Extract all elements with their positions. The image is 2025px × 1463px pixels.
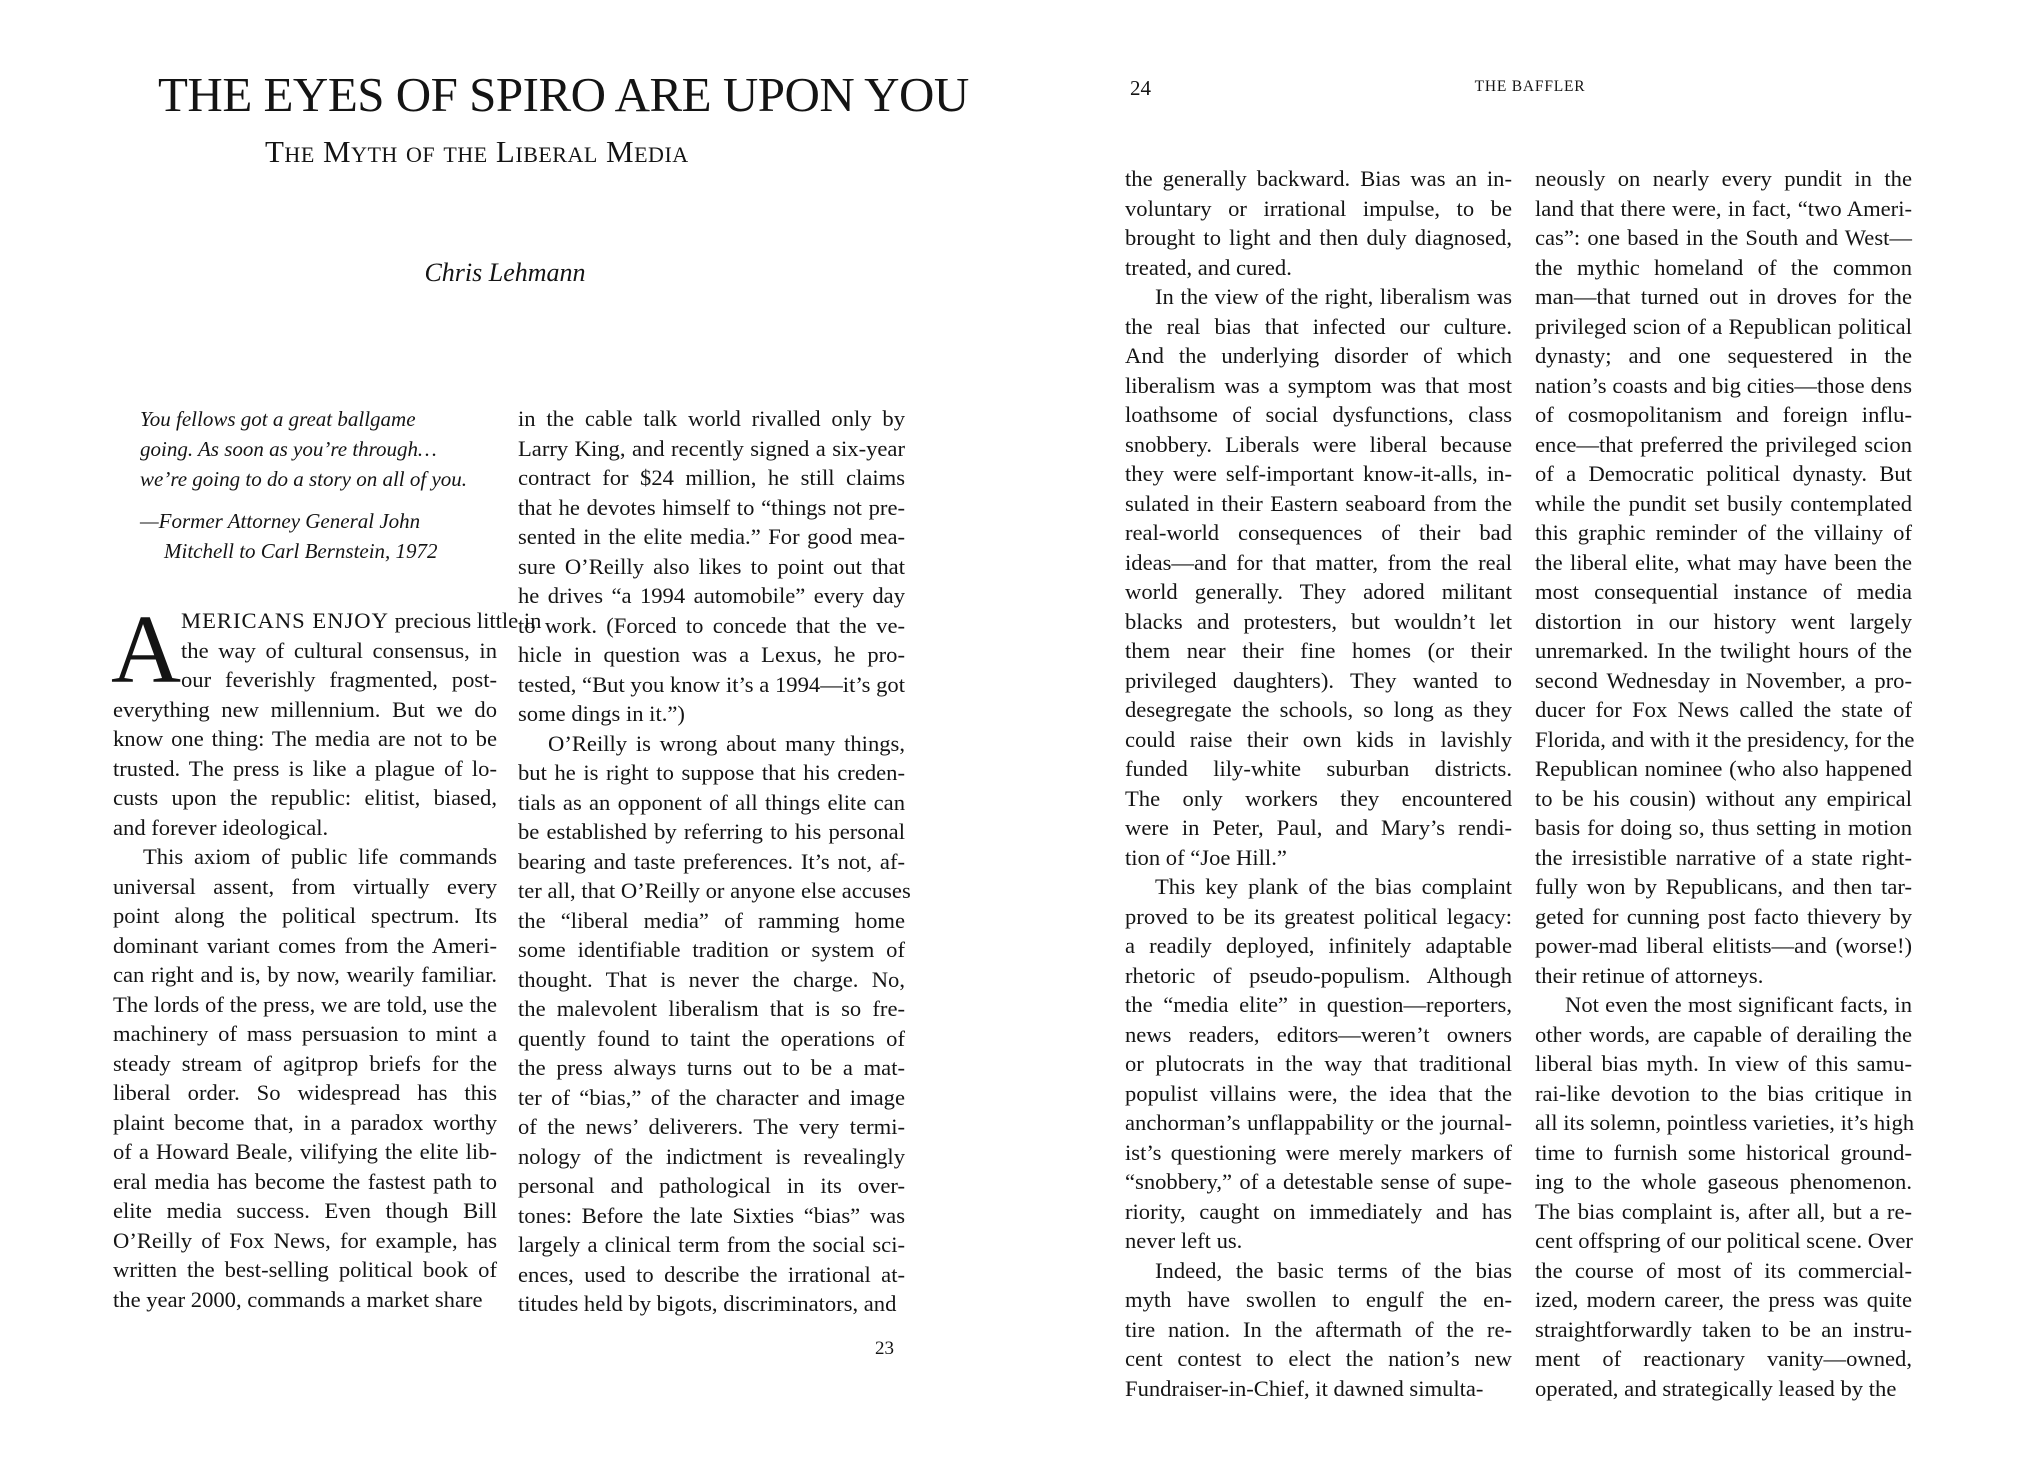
- text-line: loathsome of social dysfunctions, class: [1125, 402, 1512, 427]
- text-line: tones: Before the late Sixties “bias” was: [518, 1202, 905, 1228]
- text-line: funded lily-white suburban districts.: [1125, 756, 1512, 781]
- text-line: Florida, and with it the presidency, for the: [1535, 726, 1915, 752]
- text-line: desegregate the schools, so long as they: [1125, 697, 1512, 722]
- text-line: proved to be its greatest political legacy:: [1125, 903, 1512, 929]
- drop-cap: A: [111, 596, 182, 703]
- article-title: THE EYES OF SPIRO ARE UPON YOU: [158, 67, 969, 122]
- text-line: sure O’Reilly also likes to point out that: [518, 553, 905, 579]
- text-line: blacks and protesters, but wouldn’t let: [1125, 608, 1512, 634]
- text-line: tire nation. In the aftermath of the re-: [1125, 1316, 1512, 1342]
- text-line: most consequential instance of media: [1535, 579, 1912, 604]
- text-line: distortion in our history went largely: [1535, 608, 1912, 634]
- text-line: all its solemn, pointless varieties, it’s high: [1535, 1110, 1915, 1135]
- text-line: eral media has become the fastest path to: [113, 1168, 497, 1194]
- right-page-column-1: [1125, 164, 1512, 1403]
- text-line: quently found to taint the operations of: [518, 1025, 905, 1051]
- text-line: rhetoric of pseudo-populism. Although: [1125, 962, 1512, 988]
- text-line: the press always turns out to be a mat-: [518, 1055, 905, 1080]
- text-line: the real bias that infected our culture.: [1125, 313, 1512, 339]
- text-line: privileged scion of a Republican political: [1535, 313, 1912, 339]
- text-line: geted for cunning post facto thievery by: [1535, 903, 1912, 929]
- text-line: ter all, that O’Reilly or anyone else accuses: [518, 878, 911, 903]
- text-line: power-mad liberal elitists—and (worse!): [1535, 933, 1912, 958]
- text-line: point along the political spectrum. Its: [113, 903, 497, 928]
- text-line: tested, “But you know it’s a 1994—it’s got: [518, 671, 905, 697]
- text-line: ist’s questioning were merely markers of: [1125, 1139, 1512, 1165]
- text-line: ment of reactionary vanity—owned,: [1535, 1346, 1912, 1371]
- text-line: the way of cultural consensus, in: [181, 637, 497, 663]
- text-line: privileged daughters). They wanted to: [1125, 667, 1512, 693]
- text-line: thought. That is never the charge. No,: [518, 966, 905, 992]
- text-line: titudes held by bigots, discriminators, and: [518, 1291, 897, 1316]
- text-line: written the best-selling political book of: [113, 1257, 497, 1282]
- text-line: other words, are capable of derailing the: [1535, 1021, 1912, 1047]
- text-line: bearing and taste preferences. It’s not, af-: [518, 848, 905, 874]
- text-line: ideas—and for that matter, from the real: [1125, 549, 1512, 575]
- epigraph-line: You fellows got a great ballgame: [140, 407, 416, 431]
- text-line: our feverishly fragmented, post-: [181, 667, 497, 692]
- text-line: This key plank of the bias complaint: [1155, 874, 1512, 899]
- text-line: in the cable talk world rivalled only by: [518, 406, 905, 431]
- text-line: their retinue of attorneys.: [1535, 962, 1764, 988]
- text-line: custs upon the republic: elitist, biased,: [113, 785, 497, 810]
- text-line: cent offspring of our political scene. Over: [1535, 1228, 1913, 1253]
- text-line: of a Democratic political dynasty. But: [1535, 461, 1912, 486]
- left-page-column-1: [111, 596, 542, 1314]
- text-line: steady stream of agitprop briefs for the: [113, 1050, 497, 1076]
- attribution-line: —Former Attorney General John: [140, 509, 421, 533]
- text-line: of a Howard Beale, vilifying the elite lib-: [113, 1139, 497, 1164]
- text-line: the malevolent liberalism that is so fre-: [518, 996, 905, 1021]
- text-line: everything new millennium. But we do: [113, 696, 497, 722]
- text-line: while the pundit set busily contemplated: [1535, 490, 1912, 516]
- text-line: ence—that preferred the privileged scion: [1535, 431, 1912, 457]
- text-line: sulated in their Eastern seaboard from the: [1125, 490, 1512, 516]
- text-line: riority, caught on immediately and has: [1125, 1198, 1512, 1224]
- epigraph-line: we’re going to do a story on all of you.: [140, 467, 468, 491]
- text-line: never left us.: [1125, 1228, 1243, 1253]
- text-line: unremarked. In the twilight hours of the: [1535, 638, 1912, 663]
- text-line: of cosmopolitanism and foreign influ-: [1535, 402, 1912, 427]
- text-line: sented in the elite media.” For good mea-: [518, 524, 905, 549]
- text-line: time to furnish some historical ground-: [1535, 1139, 1912, 1165]
- text-line: to be his cousin) without any empirical: [1535, 785, 1912, 811]
- text-line: nation’s coasts and big cities—those dens: [1535, 372, 1912, 398]
- text-line: trusted. The press is like a plague of lo-: [113, 755, 497, 781]
- text-line: neously on nearly every pundit in the: [1535, 166, 1912, 191]
- text-line: some dings in it.”): [518, 701, 685, 726]
- text-line: were in Peter, Paul, and Mary’s rendi-: [1125, 815, 1512, 840]
- text-line: can right and is, by now, wearily familiar.: [113, 962, 497, 987]
- text-line: ter of “bias,” of the character and image: [518, 1084, 905, 1110]
- text-line: liberalism was a symptom was that most: [1125, 372, 1512, 398]
- text-line: personal and pathological in its over-: [518, 1173, 905, 1198]
- epigraph: [140, 404, 500, 566]
- epigraph-line: going. As soon as you’re through…: [140, 437, 437, 461]
- text-line: second Wednesday in November, a pro-: [1535, 667, 1912, 693]
- text-line: cent contest to elect the nation’s new: [1125, 1346, 1512, 1371]
- text-line: elite media success. Even though Bill: [113, 1198, 497, 1223]
- text-line: or plutocrats in the way that traditional: [1125, 1051, 1512, 1076]
- text-line: that he devotes himself to “things not pre-: [518, 494, 905, 520]
- text-line: but he is right to suppose that his creden-: [518, 760, 905, 785]
- text-line: of the news’ deliverers. The very termi-: [518, 1114, 905, 1139]
- text-line: the year 2000, commands a market share: [113, 1286, 483, 1312]
- text-line: “snobbery,” of a detestable sense of supe-: [1125, 1169, 1512, 1194]
- text-line: O’Reilly is wrong about many things,: [548, 730, 905, 756]
- text-line: the liberal elite, what may have been the: [1535, 549, 1912, 575]
- text-line: And the underlying disorder of which: [1125, 343, 1512, 368]
- text-line: dominant variant comes from the Ameri-: [113, 932, 497, 958]
- text-line: Not even the most significant facts, in: [1565, 992, 1912, 1017]
- text-line: man—that turned out in droves for the: [1535, 284, 1912, 309]
- text-line: ences, used to describe the irrational at-: [518, 1261, 905, 1287]
- text-line: populist villains were, the idea that the: [1125, 1080, 1512, 1106]
- text-line: contract for $24 million, he still claims: [518, 465, 905, 490]
- text-line: Republican nominee (who also happened: [1535, 756, 1912, 781]
- text-line: the mythic homeland of the common: [1535, 254, 1912, 280]
- text-line: voluntary or irrational impulse, to be: [1125, 195, 1512, 221]
- text-line: largely a clinical term from the social sci-: [518, 1232, 905, 1257]
- text-line: know one thing: The media are not to be: [113, 726, 497, 751]
- text-line: O’Reilly of Fox News, for example, has: [113, 1227, 497, 1253]
- text-line: straightforwardly taken to be an instru-: [1535, 1316, 1912, 1342]
- text-line: a readily deployed, infinitely adaptable: [1125, 933, 1512, 958]
- text-line: anchorman’s unflappability or the journal-: [1125, 1110, 1512, 1135]
- page-number-left: 23: [875, 1338, 894, 1359]
- text-line: operated, and strategically leased by the: [1535, 1375, 1897, 1401]
- text-line: ized, modern career, the press was quite: [1535, 1287, 1912, 1312]
- text-line: rai-like devotion to the bias critique in: [1535, 1080, 1912, 1106]
- text-line: nology of the indictment is revealingly: [518, 1143, 905, 1169]
- author-byline: Chris Lehmann: [424, 258, 586, 287]
- text-line: The only workers they encountered: [1125, 785, 1512, 811]
- text-line: tion of “Joe Hill.”: [1125, 844, 1287, 870]
- text-line: tials as an opponent of all things elite can: [518, 789, 905, 815]
- attribution-line: Mitchell to Carl Bernstein, 1972: [164, 539, 438, 563]
- text-line: the generally backward. Bias was an in-: [1125, 166, 1512, 191]
- lead-in-smallcaps: MERICANS ENJOY: [181, 608, 389, 633]
- text-line: Fundraiser-in-Chief, it dawned simulta-: [1125, 1375, 1484, 1401]
- text-line: dynasty; and one sequestered in the: [1535, 343, 1912, 368]
- text-line: fully won by Republicans, and then tar-: [1535, 874, 1912, 899]
- left-page-column-2: [518, 404, 911, 1319]
- text-line: could raise their own kids in lavishly: [1125, 726, 1512, 752]
- epigraph-attribution: [140, 506, 500, 566]
- text-line: real-world consequences of their bad: [1125, 520, 1512, 545]
- text-line: the “liberal media” of ramming home: [518, 907, 905, 933]
- text-line: liberal order. So widespread has this: [113, 1080, 497, 1105]
- text-line: news readers, editors—weren’t owners: [1125, 1021, 1512, 1047]
- text-line: brought to light and then duly diagnosed,: [1125, 225, 1512, 250]
- text-line: be established by referring to his personal: [518, 819, 905, 844]
- text-line: the course of most of its commercial-: [1535, 1257, 1912, 1283]
- text-line: world generally. They adored militant: [1125, 579, 1512, 604]
- text-line: ducer for Fox News called the state of: [1535, 697, 1912, 722]
- text-line: and forever ideological.: [113, 814, 329, 840]
- text-line: treated, and cured.: [1125, 254, 1292, 280]
- text-line: Indeed, the basic terms of the bias: [1155, 1257, 1512, 1283]
- text-line: cas”: one based in the South and West—: [1535, 225, 1912, 250]
- text-line: to work. (Forced to concede that the ve-: [518, 612, 905, 638]
- article-subtitle: The Myth of the Liberal Media: [265, 134, 689, 169]
- text-line: hicle in question was a Lexus, he pro-: [518, 642, 905, 667]
- text-line: snobbery. Liberals were liberal because: [1125, 431, 1512, 457]
- text-line: the “media elite” in question—reporters,: [1125, 992, 1512, 1017]
- text-line: some identifiable tradition or system of: [518, 937, 905, 962]
- text-line: basis for doing so, thus setting in motion: [1535, 815, 1912, 840]
- text-line: machinery of mass persuasion to mint a: [113, 1021, 497, 1046]
- running-head: THE BAFFLER: [1474, 78, 1586, 95]
- text-line: them near their fine homes (or their: [1125, 638, 1512, 663]
- page-number-right: 24: [1130, 76, 1151, 100]
- text-line: they were self-important know-it-alls, in-: [1125, 461, 1512, 486]
- text-line: plaint become that, in a paradox worthy: [113, 1109, 497, 1135]
- text-line: the irresistible narrative of a state right-: [1535, 844, 1912, 870]
- text-line: liberal bias myth. In view of this samu-: [1535, 1051, 1912, 1076]
- text-line: this graphic reminder of the villainy of: [1535, 520, 1912, 545]
- text-line: The lords of the press, we are told, use the: [113, 991, 497, 1017]
- text-line: ing to the whole gaseous phenomenon.: [1535, 1169, 1912, 1194]
- text-line: land that there were, in fact, “two Ameri-: [1535, 195, 1912, 221]
- text-line: Larry King, and recently signed a six-year: [518, 435, 905, 461]
- text-line: universal assent, from virtually every: [113, 873, 497, 899]
- text-fragment: precious little in: [388, 608, 542, 633]
- text-line: myth have swollen to engulf the en-: [1125, 1287, 1512, 1312]
- text-line: The bias complaint is, after all, but a re-: [1535, 1198, 1912, 1224]
- text-line: This axiom of public life commands: [143, 844, 497, 869]
- text-line: he drives “a 1994 automobile” every day: [518, 583, 905, 608]
- text-line: In the view of the right, liberalism was: [1155, 284, 1512, 309]
- right-page-column-2: [1535, 164, 1915, 1403]
